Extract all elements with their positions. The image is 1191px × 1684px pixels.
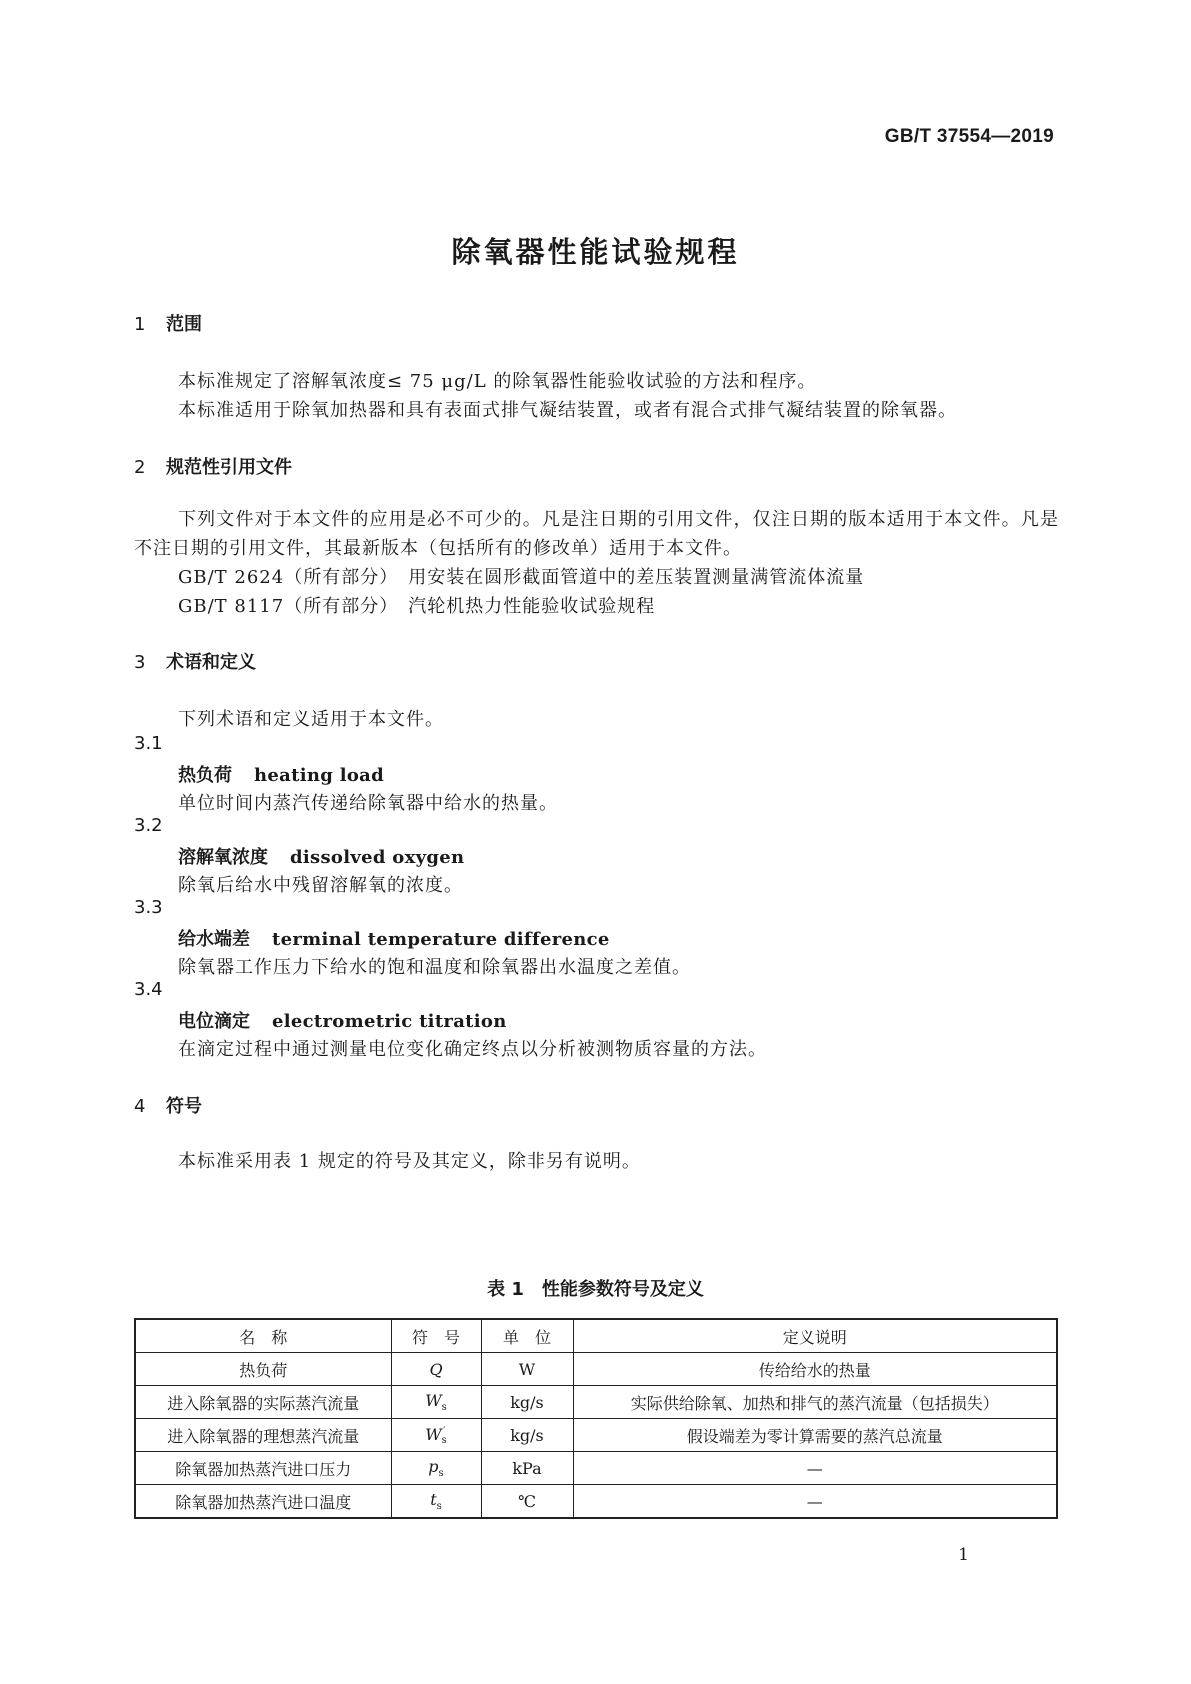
cell-symbol xyxy=(391,1353,481,1386)
section-3-heading xyxy=(134,648,256,674)
table-row xyxy=(135,1452,1057,1485)
section-title: 术语和定义 xyxy=(166,652,256,673)
term-en: terminal temperature difference xyxy=(272,929,610,950)
term-number: 3.2 xyxy=(134,815,163,836)
standard-code: GB/T 37554—2019 xyxy=(884,126,1054,147)
term-definition: 除氧后给水中残留溶解氧的浓度。 xyxy=(178,875,463,896)
term-number: 3.3 xyxy=(134,897,163,918)
symbol: p xyxy=(428,1456,439,1476)
paragraph: 下列文件对于本文件的应用是必不可少的。凡是注日期的引用文件，仅注日期的版本适用于本文件。凡是不注日期的引用文件，其最新版本（包括所有的修改单）适用于本文件。 xyxy=(134,509,1059,559)
table-caption: 表 1 性能参数符号及定义 xyxy=(487,1279,704,1300)
cell-definition: 传给给水的热量 xyxy=(573,1353,1057,1386)
term-zh: 电位滴定 xyxy=(178,1011,250,1032)
table-row xyxy=(135,1485,1057,1519)
term-en: heating load xyxy=(254,765,384,786)
symbol: t xyxy=(430,1489,437,1509)
section-2-heading xyxy=(134,453,292,479)
cell-definition: 实际供给除氧、加热和排气的蒸汽流量（包括损失） xyxy=(573,1386,1057,1419)
symbol-prime: ′ xyxy=(443,1425,446,1437)
cell-name: 进入除氧器的实际蒸汽流量 xyxy=(135,1386,391,1419)
document-title: 除氧器性能试验规程 xyxy=(451,235,740,269)
cell-definition: — xyxy=(573,1452,1057,1485)
section-title: 范围 xyxy=(166,314,202,335)
section-title: 规范性引用文件 xyxy=(166,457,292,478)
section-4-heading xyxy=(134,1092,202,1118)
term-number: 3.1 xyxy=(134,733,163,754)
term-heading xyxy=(178,761,384,787)
cell-unit: W xyxy=(481,1353,573,1386)
term-definition: 单位时间内蒸汽传递给除氧器中给水的热量。 xyxy=(178,793,558,814)
symbol: Q xyxy=(429,1359,443,1379)
symbol-subscript: s xyxy=(438,1468,444,1480)
cell-name: 除氧器加热蒸汽进口温度 xyxy=(135,1485,391,1519)
header-unit: 单 位 xyxy=(481,1319,573,1353)
section-1-heading xyxy=(134,310,202,336)
table-row xyxy=(135,1386,1057,1419)
parameter-table xyxy=(134,1318,1058,1519)
term-en: electrometric titration xyxy=(272,1011,507,1032)
cell-unit: kPa xyxy=(481,1452,573,1485)
header-definition: 定义说明 xyxy=(573,1319,1057,1353)
cell-unit: kg/s xyxy=(481,1386,573,1419)
page-number: 1 xyxy=(958,1545,969,1565)
symbol-subscript: s xyxy=(436,1501,442,1513)
symbol: W xyxy=(425,1425,442,1445)
term-definition: 除氧器工作压力下给水的饱和温度和除氧器出水温度之差值。 xyxy=(178,957,691,978)
section-number: 3 xyxy=(134,652,146,673)
section-title: 符号 xyxy=(166,1096,202,1117)
reference-item: GB/T 8117（所有部分） 汽轮机热力性能验收试验规程 xyxy=(178,596,656,617)
term-heading xyxy=(178,1007,507,1033)
term-en: dissolved oxygen xyxy=(290,847,465,868)
cell-definition: — xyxy=(573,1485,1057,1519)
symbol: W xyxy=(425,1390,442,1410)
cell-name: 热负荷 xyxy=(135,1353,391,1386)
term-number: 3.4 xyxy=(134,979,163,1000)
cell-symbol xyxy=(391,1485,481,1519)
term-zh: 给水端差 xyxy=(178,929,250,950)
paragraph: 本标准采用表 1 规定的符号及其定义，除非另有说明。 xyxy=(178,1151,641,1172)
cell-name: 进入除氧器的理想蒸汽流量 xyxy=(135,1419,391,1452)
cell-symbol xyxy=(391,1419,481,1452)
table-header-row xyxy=(135,1319,1057,1353)
paragraph: 下列术语和定义适用于本文件。 xyxy=(178,709,444,730)
table-row xyxy=(135,1353,1057,1386)
section-number: 1 xyxy=(134,314,146,335)
cell-unit: ℃ xyxy=(481,1485,573,1519)
header-name: 名 称 xyxy=(135,1319,391,1353)
symbol-subscript: s xyxy=(441,1434,447,1446)
term-zh: 溶解氧浓度 xyxy=(178,847,268,868)
reference-item: GB/T 2624（所有部分） 用安装在圆形截面管道中的差压装置测量满管流体流量 xyxy=(178,567,865,588)
section-number: 2 xyxy=(134,457,146,478)
table-row xyxy=(135,1419,1057,1452)
cell-unit: kg/s xyxy=(481,1419,573,1452)
cell-symbol xyxy=(391,1386,481,1419)
cell-symbol xyxy=(391,1452,481,1485)
header-symbol: 符 号 xyxy=(391,1319,481,1353)
term-zh: 热负荷 xyxy=(178,765,232,786)
cell-definition: 假设端差为零计算需要的蒸汽总流量 xyxy=(573,1419,1057,1452)
paragraph: 本标准规定了溶解氧浓度≤ 75 μg/L 的除氧器性能验收试验的方法和程序。 xyxy=(178,371,817,392)
section-number: 4 xyxy=(134,1096,146,1117)
term-definition: 在滴定过程中通过测量电位变化确定终点以分析被测物质容量的方法。 xyxy=(178,1039,767,1060)
symbol-subscript: s xyxy=(441,1402,447,1414)
cell-name: 除氧器加热蒸汽进口压力 xyxy=(135,1452,391,1485)
paragraph: 本标准适用于除氧加热器和具有表面式排气凝结装置，或者有混合式排气凝结装置的除氧器。 xyxy=(178,400,957,421)
term-heading xyxy=(178,843,464,869)
term-heading xyxy=(178,925,610,951)
